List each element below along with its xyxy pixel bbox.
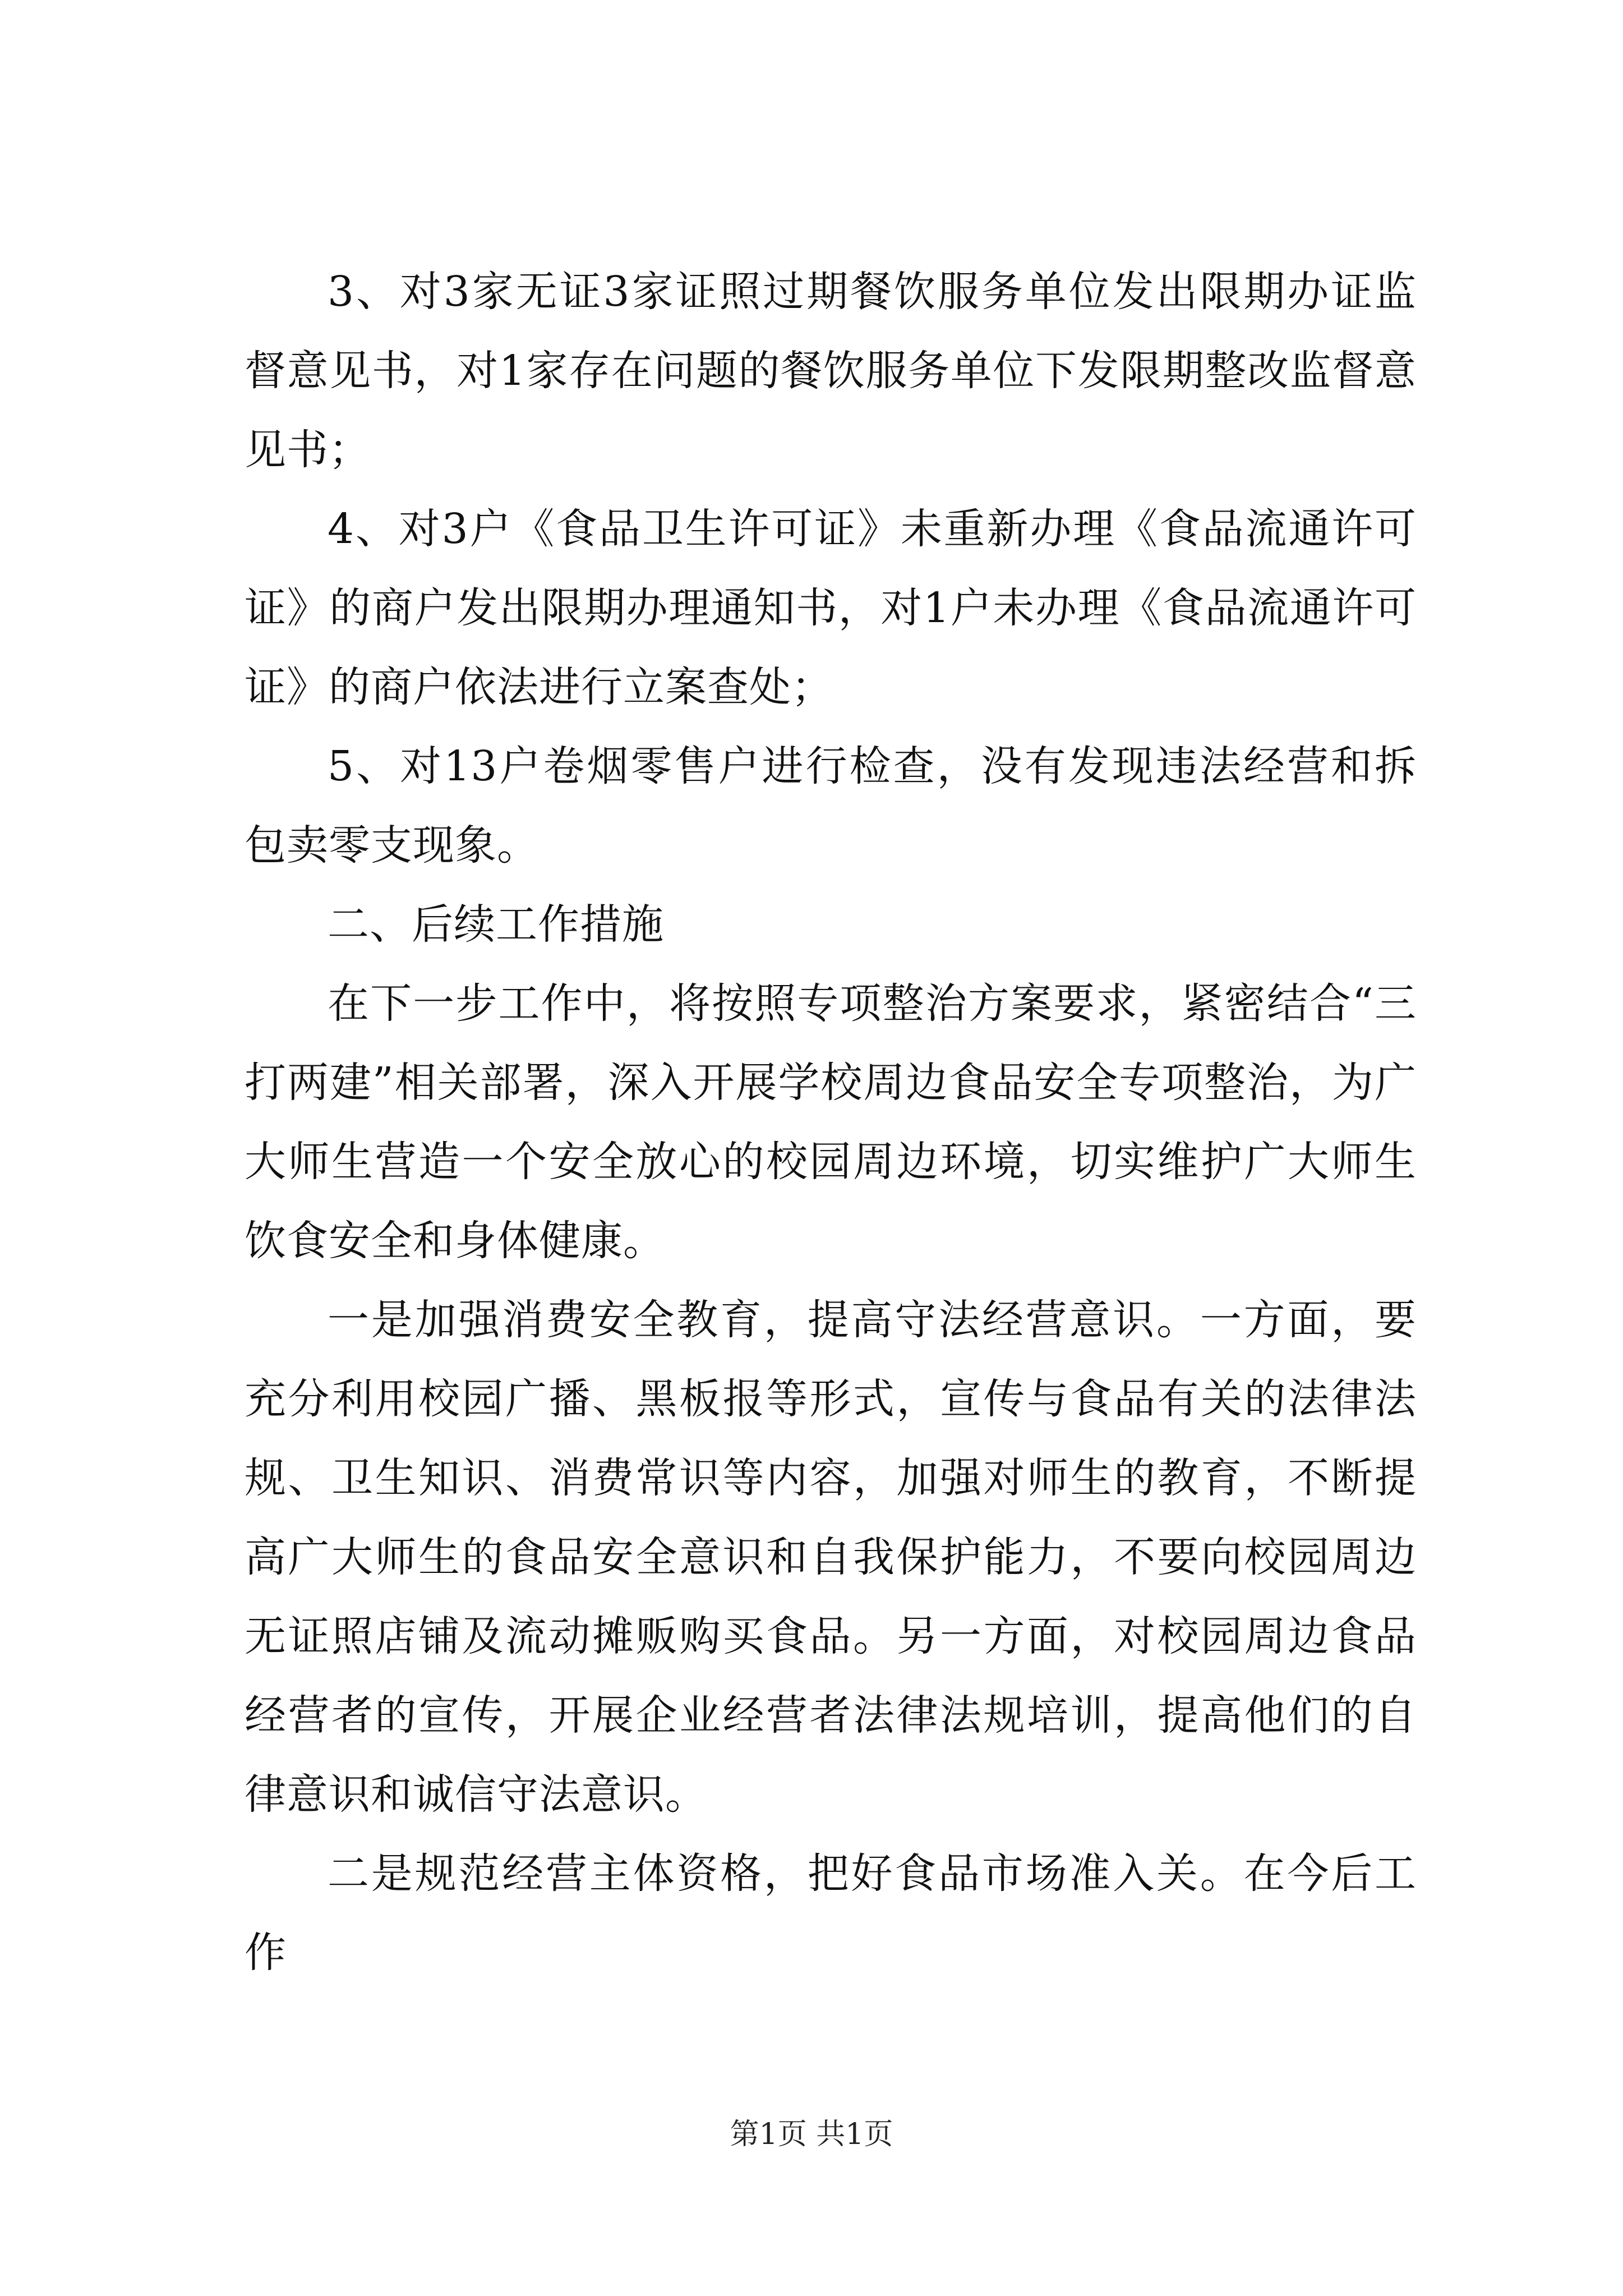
paragraph-next-steps: 在下一步工作中，将按照专项整治方案要求，紧密结合“三打两建”相关部署，深入开展学校周边食品安全专项整治，为广大师生营造一个安全放心的校园周边环境，切实维护广大师生饮食安全和身体健康。	[245, 979, 1417, 1265]
paragraph-item-3: 3、对3家无证3家证照过期餐饮服务单位发出限期办证监督意见书，对1家存在问题的餐饮服务单位下发限期整改监督意见书；	[245, 268, 1417, 474]
paragraph-measure-two: 二是规范经营主体资格，把好食品市场准入关。在今后工作	[245, 1849, 1417, 1977]
paragraph-item-5: 5、对13户卷烟零售户进行检查，没有发现违法经营和拆包卖零支现象。	[245, 742, 1417, 869]
paragraph-item-4: 4、对3户《食品卫生许可证》未重新办理《食品流通许可证》的商户发出限期办理通知书，对1户未办理《食品流通许可证》的商户依法进行立案查处；	[245, 505, 1417, 711]
page-footer: 第1页 共1页	[730, 2118, 893, 2151]
document-body	[245, 252, 1417, 1993]
section-heading: 二、后续工作措施	[328, 900, 664, 949]
paragraph-measure-one: 一是加强消费安全教育，提高守法经营意识。一方面，要充分利用校园广播、黑板报等形式，宣传与食品有关的法律法规、卫生知识、消费常识等内容，加强对师生的教育，不断提高广大师生的食品安全意识和自我保护能力，不要向校园周边无证照店铺及流动摊贩购买食品。另一方面，对校园周边食品经营者的宣传，开展企业经营者法律法规培训，提高他们的自律意识和诚信守法意识。	[245, 1296, 1417, 1819]
